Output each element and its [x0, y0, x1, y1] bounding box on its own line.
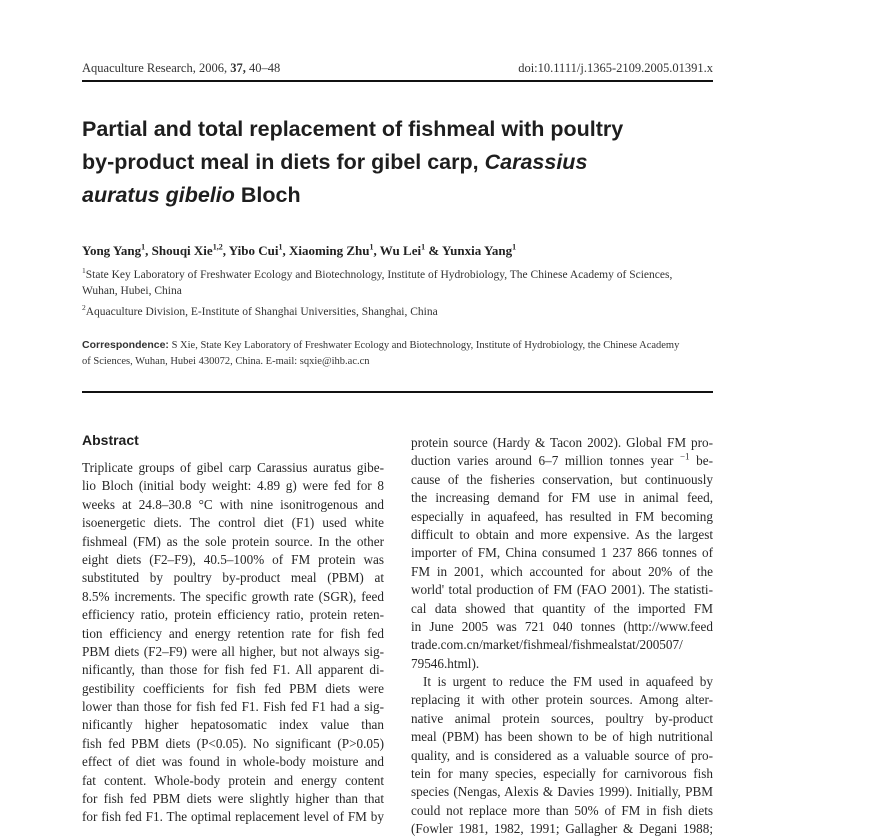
text-line: for fish fed PBM diets were slightly higher than that — [82, 791, 384, 807]
correspondence-cont: of Sciences, Wuhan, Hubei 430072, China. E-mail: sqxie@ihb.ac.cn — [82, 356, 370, 367]
text-line: gestibility coefficients for fish fed PBM diets were — [82, 680, 384, 696]
text-line: native animal protein sources, poultry by-product — [411, 710, 713, 726]
correspondence: Correspondence: S Xie, State Key Laboratory of Freshwater Ecology and Biotechnology, Institute of Hydrobiology, the Chinese Academy — [82, 339, 680, 351]
text-line: tein for many species, especially for carnivorous fish — [411, 766, 713, 782]
text-line: importer of FM, China consumed 1 237 866 tonnes of — [411, 545, 713, 561]
text-line: effect of diet was found in whole-body moisture and — [82, 754, 384, 770]
header-rule — [82, 80, 713, 82]
affiliation-1-cont: Wuhan, Hubei, China — [82, 285, 182, 297]
text-line: It is urgent to reduce the FM used in aquafeed by — [423, 674, 713, 690]
text-line[interactable]: in June 2005 was 721 040 tonnes (http://www.feed — [411, 618, 713, 634]
text-line: nificantly higher hepatosomatic index value than — [82, 717, 384, 733]
author: Shouqi Xie$^{1,2}$, — [151, 243, 229, 259]
text-line: could not replace more than 50% of FM in fish diets — [411, 802, 713, 818]
text-line: the increasing demand for FM use in animal feed, — [411, 490, 713, 506]
author: Yibo Cui$^1$, — [228, 243, 289, 259]
text-line: tion efficiency and energy retention rate for fish fed — [82, 625, 384, 641]
text-line: cal data showed that quantity of the imported FM — [411, 600, 713, 616]
abstract-heading: Abstract — [82, 432, 139, 448]
text-line: cause of the fisheries conservation, but continuously — [411, 471, 713, 487]
text-line: quality, and is considered as a valuable source of pro- — [411, 747, 713, 763]
text-line: world' total production of FM (FAO 2001). The statisti- — [411, 582, 713, 598]
text-line: isoenergetic diets. The control diet (F1) used white — [82, 515, 384, 531]
affiliation-2: $^2$Aquaculture Division, E-Institute of Shanghai Universities, Shanghai, China — [82, 303, 438, 318]
text-line: replacing it with other protein sources. Among alter- — [411, 692, 713, 708]
text-line: duction varies around 6–7 million tonnes year $^{-1}$ be- — [411, 452, 714, 469]
text-line: fishmeal (FM) as the sole protein source. In the other — [82, 533, 384, 549]
text-line: meal (PBM) has been shown to be of high nutritional — [411, 729, 713, 745]
text-line: 8.5% increments. The specific growth rate (SGR), feed — [82, 588, 384, 604]
text-line: lower than those for fish fed F1. Fish fed F1 had a sig- — [82, 699, 384, 715]
text-line: eight diets (F2–F9), 40.5–100% of FM protein was — [82, 551, 384, 567]
author: Xiaoming Zhu$^1$, — [288, 243, 380, 259]
text-line[interactable]: 79546.html). — [411, 655, 480, 671]
title-line-1: Partial and total replacement of fishmeal with poultry — [82, 117, 624, 141]
text-line: FM in 2001, which accounted for about 20% of the — [411, 563, 713, 579]
text-line: weeks at 24.8–30.8 °C with nine isonitrogenous and — [82, 496, 384, 512]
article-title — [82, 113, 722, 212]
abstract-body — [82, 459, 384, 827]
doi[interactable]: doi:10.1111/j.1365-2109.2005.01391.x — [518, 61, 713, 75]
text-line: protein source (Hardy & Tacon 2002). Global FM pro- — [411, 435, 713, 450]
section-rule — [82, 391, 713, 393]
author: Yunxia Yang$^1$ — [441, 243, 517, 259]
text-line: substituted by poultry by-product meal (PBM) at — [82, 570, 384, 586]
text-line: fish fed PBM diets (P<0.05). No significant (P>0.05) — [82, 735, 384, 751]
text-line: Triplicate groups of gibel carp Carassius auratus gibe- — [82, 460, 384, 475]
text-line: especially in aquafeed, has resulted in FM becoming — [411, 508, 713, 524]
text-line: lio Bloch (initial body weight: 4.89 g) were fed for 8 — [82, 478, 384, 494]
affiliation-1: $^1$State Key Laboratory of Freshwater Ecology and Biotechnology, Institute of Hydrobiology, The Chinese Academy of Sciences, — [82, 266, 673, 281]
text-line: fat content. Whole-body protein and energy content — [82, 772, 384, 788]
text-line: for fish fed F1. The optimal replacement level of FM by — [82, 809, 384, 825]
journal-citation: Aquaculture Research, 2006, 37, 40–48 — [82, 61, 281, 75]
author: Wu Lei$^1$ & — [379, 243, 442, 259]
text-line: difficult to obtain and more expensive. As the largest — [411, 526, 713, 542]
title-line-3: auratus gibelio Bloch — [82, 183, 301, 207]
author-list — [82, 243, 516, 259]
text-line: PBM diets (F2–F9) were all higher, but not always sig- — [82, 643, 384, 659]
text-line: efficiency ratio, protein efficiency ratio, protein reten- — [82, 607, 384, 623]
text-line: (Fowler 1981, 1982, 1991; Gallagher & Degani 1988; — [411, 821, 713, 837]
author: Yong Yang$^1$, — [82, 243, 152, 259]
title-line-2: by-product meal in diets for gibel carp, Carassius — [82, 150, 588, 174]
text-line[interactable]: trade.com.cn/market/fishmeal/fishmealstat/200507/ — [411, 637, 683, 653]
intro-body — [411, 434, 713, 839]
text-line: nificantly, than those for fish fed F1. All apparent di- — [82, 662, 384, 678]
text-line: species (Nengas, Alexis & Davies 1999). Initially, PBM — [411, 784, 713, 800]
